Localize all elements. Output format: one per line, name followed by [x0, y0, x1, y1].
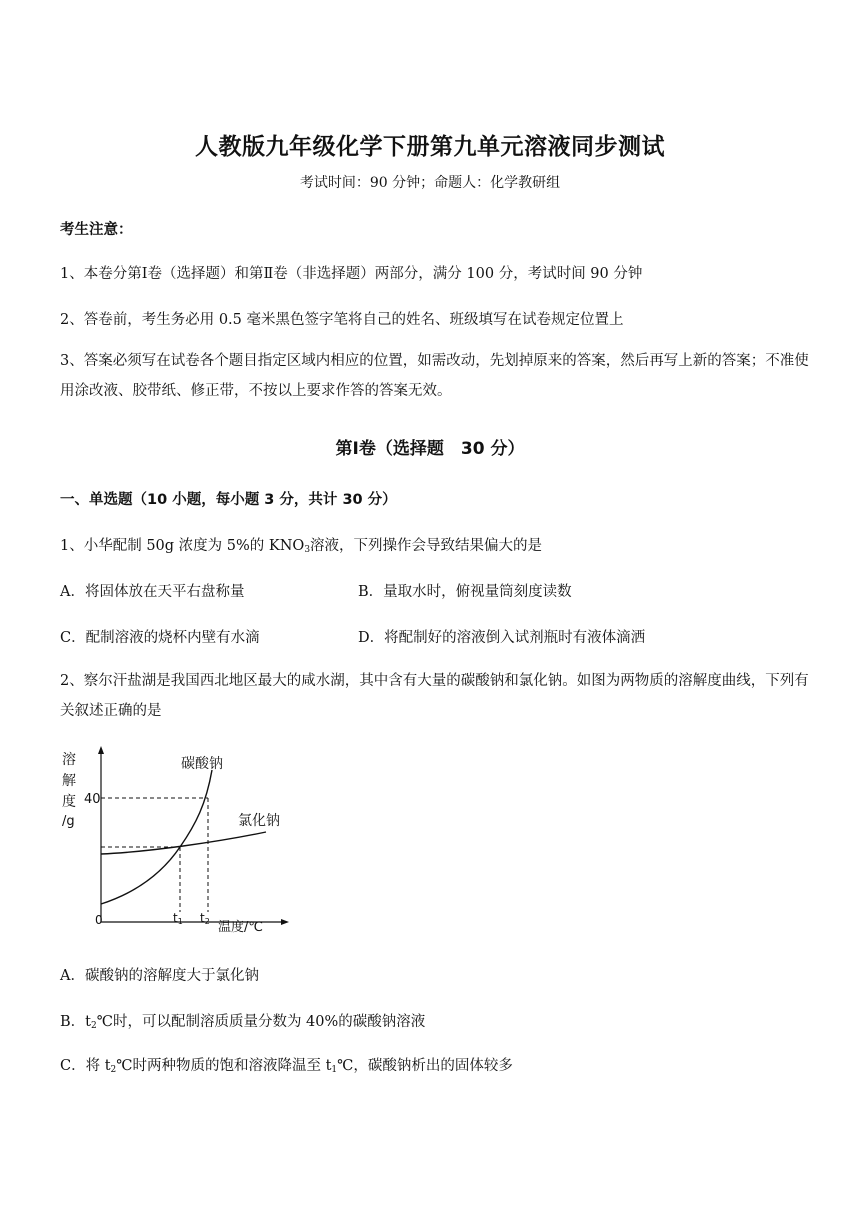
y-label-2: 解 — [62, 773, 76, 789]
q2-option-c-post: ℃，碳酸钠析出的固体较多 — [337, 1058, 513, 1074]
section-title: 第Ⅰ卷（选择题 30 分） — [335, 439, 525, 459]
q1-option-b[interactable]: B．量取水时，俯视量筒刻度读数 — [358, 584, 572, 600]
q2-option-a[interactable]: A．碳酸钠的溶解度大于氯化钠 — [60, 968, 259, 984]
q2-option-b-sub: 2 — [90, 1021, 97, 1031]
x-tick-t1: t1 — [173, 911, 183, 926]
q1-option-d[interactable]: D．将配制好的溶液倒入试剂瓶时有液体滴洒 — [358, 630, 646, 646]
q2-option-b-pre: B．t — [60, 1014, 91, 1030]
q1-stem-sub: 3 — [304, 545, 311, 555]
y-label-4: /g — [62, 814, 75, 829]
x-tick-t2: t2 — [200, 911, 210, 926]
q2-option-c-mid: ℃时两种物质的饱和溶液降温至 t — [116, 1058, 332, 1074]
page-title: 人教版九年级化学下册第九单元溶液同步测试 — [195, 134, 665, 160]
solubility-chart — [58, 742, 298, 942]
x-axis-label: 温度/℃ — [218, 920, 263, 935]
q2-option-c-sub2: 1 — [331, 1065, 338, 1075]
q1-stem-pre: 1、小华配制 50g 浓度为 5%的 KNO — [60, 538, 305, 554]
curve-sodium-carbonate — [101, 770, 212, 904]
y-tick-40: 40 — [84, 792, 101, 807]
q2-option-c[interactable] — [60, 1054, 513, 1075]
part-heading: 一、单选题（10 小题，每小题 3 分，共计 30 分） — [60, 492, 397, 508]
q1-stem-post: 溶液，下列操作会导致结果偏大的是 — [310, 538, 543, 554]
notice-item-1: 1、本卷分第Ⅰ卷（选择题）和第Ⅱ卷（非选择题）两部分，满分 100 分，考试时间 90 分钟 — [60, 266, 643, 282]
notice-item-3: 3、答案必须写在试卷各个题目指定区域内相应的位置，如需改动，先划掉原来的答案，然后再写上新的答案；不准使用涂改液、胶带纸、修正带，不按以上要求作答的答案无效。 — [60, 353, 809, 399]
q1-option-a[interactable]: A．将固体放在天平右盘称量 — [60, 584, 245, 600]
y-label-1: 溶 — [62, 752, 76, 768]
exam-info: 考试时间：90 分钟；命题人：化学教研组 — [299, 175, 561, 191]
q2-option-c-pre: C．将 t — [60, 1058, 111, 1074]
series-label-sodium-carbonate: 碳酸钠 — [181, 756, 223, 772]
q2-option-c-sub1: 2 — [110, 1065, 117, 1075]
q2-option-b-post: ℃时，可以配制溶质质量分数为 40%的碳酸钠溶液 — [96, 1014, 426, 1030]
question-2-stem: 2、察尔汗盐湖是我国西北地区最大的咸水湖，其中含有大量的碳酸钠和氯化钠。如图为两物质的溶解度曲线，下列有关叙述正确的是 — [60, 673, 809, 719]
y-label-3: 度 — [62, 794, 76, 810]
q1-option-c[interactable]: C．配制溶液的烧杯内壁有水滴 — [60, 630, 260, 646]
notice-item-2: 2、答卷前，考生务必用 0.5 毫米黑色签字笔将自己的姓名、班级填写在试卷规定位置上 — [60, 312, 624, 328]
origin-label: 0 — [95, 913, 103, 927]
notice-heading: 考生注意： — [60, 222, 133, 238]
question-1-stem — [60, 534, 542, 555]
q2-option-b[interactable] — [60, 1010, 425, 1031]
y-axis-arrow — [98, 746, 104, 754]
series-label-sodium-chloride: 氯化钠 — [238, 813, 280, 829]
x-axis-arrow — [281, 919, 289, 925]
